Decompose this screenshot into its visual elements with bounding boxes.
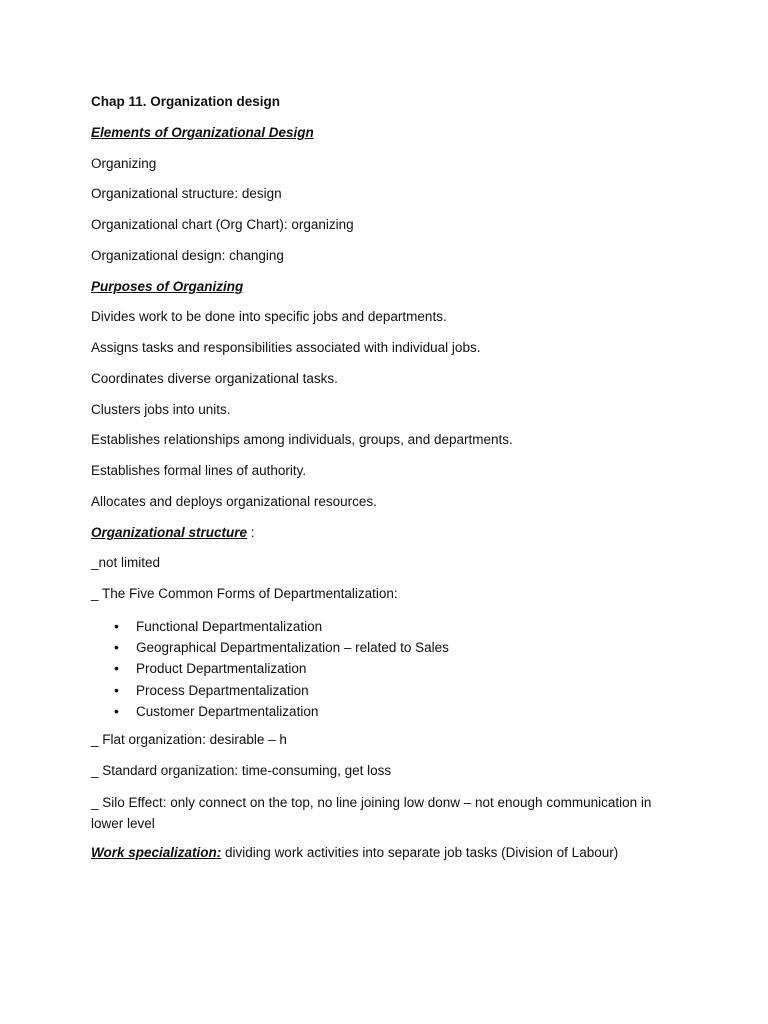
text-line: Organizational chart (Org Chart): organizing	[91, 217, 354, 232]
document-title: Chap 11. Organization design	[91, 94, 281, 109]
heading-suffix: :	[247, 525, 255, 540]
text-line: Establishes formal lines of authority.	[91, 463, 307, 478]
list-item: • Product Departmentalization	[136, 658, 449, 679]
section-heading-structure-line	[91, 524, 255, 542]
list-item: • Customer Departmentalization	[136, 701, 449, 722]
list-item: • Geographical Departmentalization – related to Sales	[136, 637, 449, 658]
section-heading-purposes: Purposes of Organizing	[91, 279, 244, 294]
section-heading-elements: Elements of Organizational Design	[91, 125, 314, 140]
section-heading-structure: Organizational structure	[91, 525, 248, 540]
text-line: Assigns tasks and responsibilities associated with individual jobs.	[91, 340, 481, 355]
text-line: _not limited	[91, 555, 161, 570]
work-specialization-line	[91, 844, 618, 862]
text-paragraph: _ Silo Effect: only connect on the top, no line joining low donw – not enough communication in lower level	[91, 795, 652, 831]
text-line: Allocates and deploys organizational resources.	[91, 494, 377, 509]
text-line: Organizational structure: design	[91, 186, 282, 201]
work-specialization-term: Work specialization:	[91, 845, 222, 860]
text-line: Organizing	[91, 156, 157, 171]
text-line: Organizational design: changing	[91, 248, 284, 263]
list-item: • Process Departmentalization	[136, 680, 449, 701]
text-line: Clusters jobs into units.	[91, 402, 231, 417]
text-line: _ Flat organization: desirable – h	[91, 732, 287, 747]
work-specialization-definition: dividing work activities into separate job tasks (Division of Labour)	[221, 845, 619, 860]
list-item: • Functional Departmentalization	[136, 616, 449, 637]
text-line: Divides work to be done into specific jobs and departments.	[91, 309, 447, 324]
text-line: _ The Five Common Forms of Departmentalization:	[91, 586, 398, 601]
text-line: _ Standard organization: time-consuming, get loss	[91, 763, 392, 778]
departmentalization-list	[91, 616, 449, 722]
text-line: Establishes relationships among individuals, groups, and departments.	[91, 432, 513, 447]
text-line: Coordinates diverse organizational tasks.	[91, 371, 338, 386]
